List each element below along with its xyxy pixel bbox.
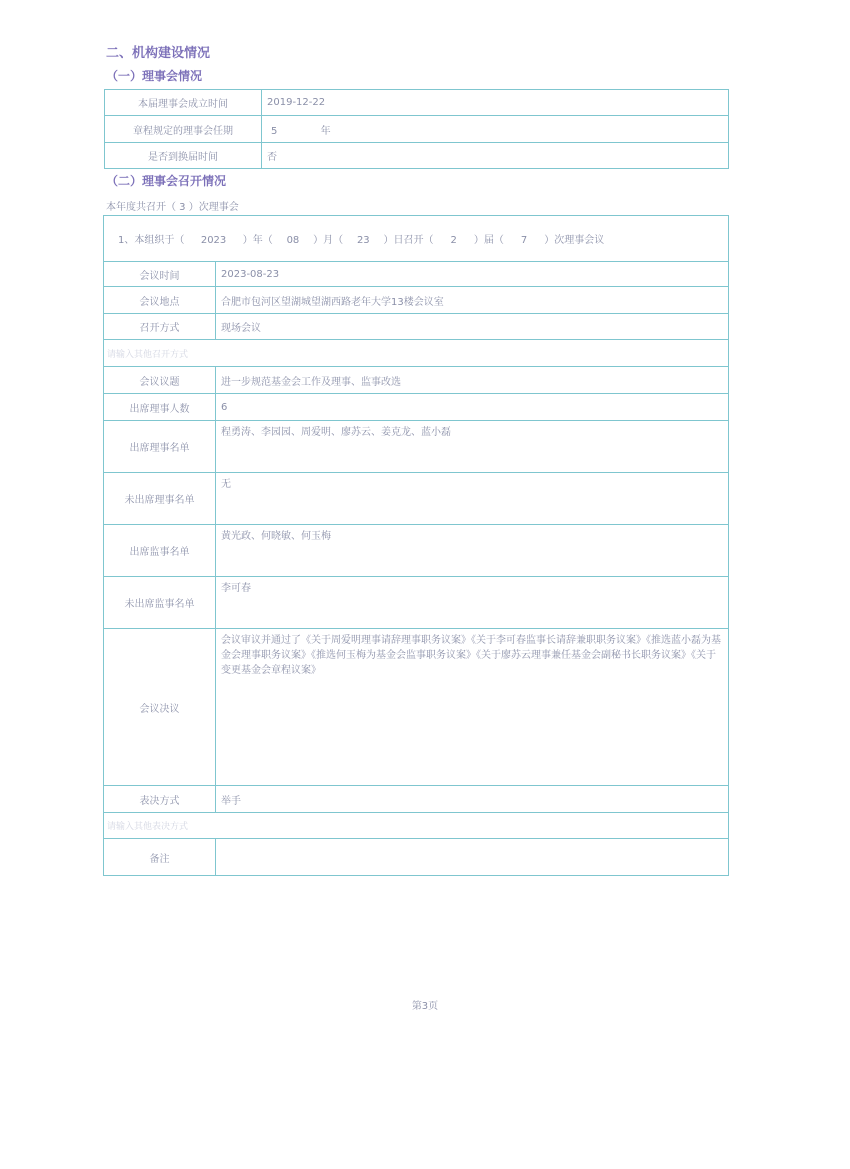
- time-label: 会议时间: [104, 262, 216, 287]
- remark-label: 备注: [104, 839, 216, 876]
- table-row: [104, 839, 729, 876]
- attend-count-value: 6: [216, 394, 729, 421]
- meeting-day: 23: [356, 235, 370, 246]
- method-label: 召开方式: [104, 314, 216, 340]
- method-value: 现场会议: [216, 314, 729, 340]
- resolution-label: 会议决议: [104, 629, 216, 786]
- table-row: [104, 394, 729, 421]
- table-row: [104, 367, 729, 394]
- term-label: 章程规定的理事会任期: [105, 116, 262, 143]
- board-info-table: [104, 89, 729, 169]
- attend-count-label: 出席理事人数: [104, 394, 216, 421]
- meeting-month: 08: [286, 235, 300, 246]
- meeting-count-summary: 本年度共召开（ 3 ）次理事会: [106, 202, 239, 213]
- meetings-heading: （二）理事会召开情况: [106, 174, 227, 188]
- absent-supervisors-value: 李可春: [216, 577, 729, 629]
- meeting-year: 2023: [200, 235, 227, 246]
- resolution-value: 会议审议并通过了《关于周爱明理事请辞理事职务议案》《关于李可春监事长请辞兼职职务议案》《推选蓝小磊为基金会理事职务议案》《推选何玉梅为基金会监事职务议案》《关于廖苏云理事兼任基金会副秘书长职务议案》《关于变更基金会章程议案》: [216, 629, 729, 786]
- header-session-suffix: ）届（: [473, 235, 504, 246]
- topic-value: 进一步规范基金会工作及理事、监事改选: [216, 367, 729, 394]
- header-count-suffix: ）次理事会议: [544, 235, 605, 246]
- table-row: [104, 473, 729, 525]
- header-day-suffix: ）日召开（: [383, 235, 434, 246]
- header-month-suffix: ）月（: [313, 235, 344, 246]
- term-cell: [262, 116, 729, 143]
- table-row: [104, 314, 729, 340]
- term-unit: 年: [320, 125, 331, 137]
- establish-time-label: 本届理事会成立时间: [105, 90, 262, 116]
- header-prefix: 1、本组织于（: [118, 235, 185, 246]
- table-row: [104, 525, 729, 577]
- table-row: [104, 340, 729, 367]
- renewal-label: 是否到换届时间: [105, 143, 262, 169]
- section-title: 二、机构建设情况: [106, 46, 211, 61]
- table-row: [104, 577, 729, 629]
- attend-directors-label: 出席理事名单: [104, 421, 216, 473]
- vote-value: 举手: [216, 786, 729, 813]
- table-row: [105, 143, 729, 169]
- table-row: [104, 629, 729, 786]
- board-heading: （一）理事会情况: [106, 69, 203, 83]
- meeting-header-row: [104, 216, 729, 262]
- meeting-count: 7: [520, 235, 528, 246]
- term-value: 5: [271, 125, 278, 137]
- establish-time-value: 2019-12-22: [262, 90, 729, 116]
- renewal-value: 否: [262, 143, 729, 169]
- table-row: [104, 421, 729, 473]
- attend-directors-value: 程勇涛、李园园、周爱明、廖苏云、姜克龙、蓝小磊: [216, 421, 729, 473]
- absent-directors-label: 未出席理事名单: [104, 473, 216, 525]
- vote-label: 表决方式: [104, 786, 216, 813]
- table-row: [104, 813, 729, 839]
- table-row: [105, 90, 729, 116]
- time-value: 2023-08-23: [216, 262, 729, 287]
- meeting-header: [104, 216, 729, 262]
- meeting-session: 2: [450, 235, 457, 246]
- topic-label: 会议议题: [104, 367, 216, 394]
- page-number: 第3页: [411, 1001, 439, 1012]
- place-label: 会议地点: [104, 287, 216, 314]
- meeting-table: [103, 215, 729, 876]
- attend-supervisors-label: 出席监事名单: [104, 525, 216, 577]
- table-row: [104, 262, 729, 287]
- header-year-suffix: ）年（: [242, 235, 273, 246]
- absent-directors-value: 无: [216, 473, 729, 525]
- remark-value: [216, 839, 729, 876]
- table-row: [105, 116, 729, 143]
- absent-supervisors-label: 未出席监事名单: [104, 577, 216, 629]
- other-vote-hint: 请输入其他表决方式: [104, 813, 729, 839]
- table-row: [104, 287, 729, 314]
- other-method-hint: 请输入其他召开方式: [104, 340, 729, 367]
- place-value: 合肥市包河区望湖城望湖西路老年大学13楼会议室: [216, 287, 729, 314]
- attend-supervisors-value: 黄光政、何晓敏、何玉梅: [216, 525, 729, 577]
- table-row: [104, 786, 729, 813]
